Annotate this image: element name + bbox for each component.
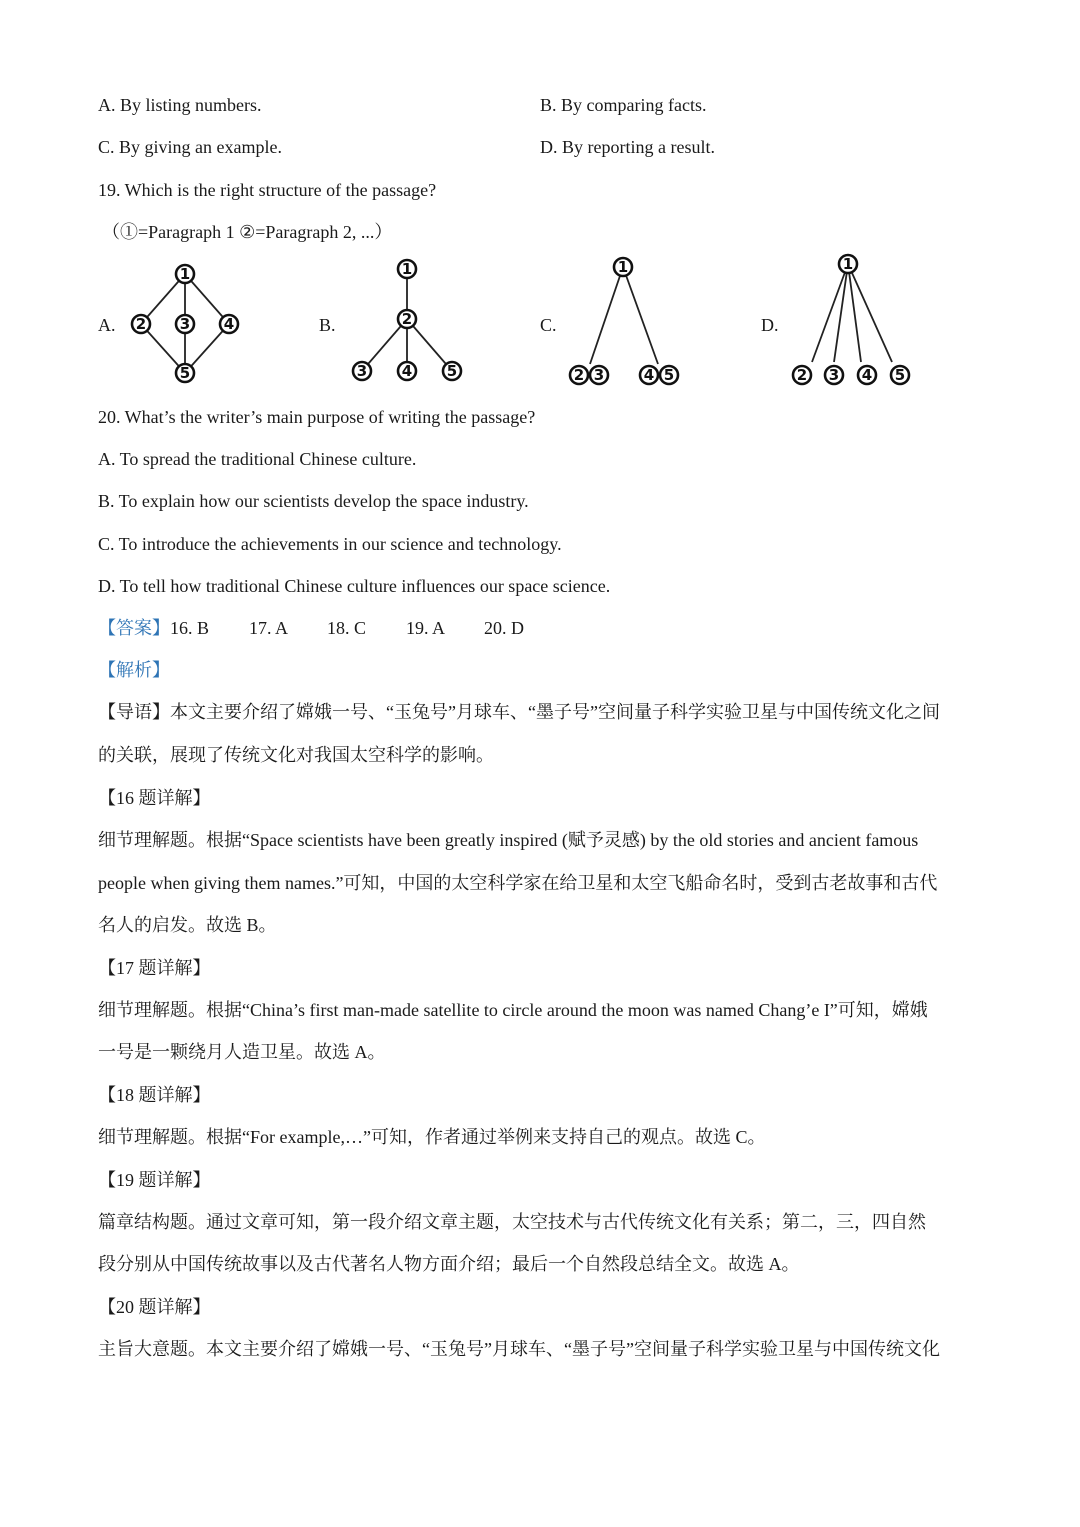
q20-stem: 20. What’s the writer’s main purpose of writing the passage? — [98, 407, 536, 427]
structure-diagram-a — [120, 255, 250, 390]
node-2 — [398, 310, 416, 328]
q17-detail-line-2: 一号是一颗绕月人造卫星。故选 A。 — [98, 1042, 386, 1062]
node-5 — [660, 366, 678, 384]
svg-text:1: 1 — [617, 258, 629, 276]
analysis-label: 【解析】 — [98, 660, 170, 680]
node-4 — [858, 366, 876, 384]
q19-detail-line-2: 段分别从中国传统故事以及古代著名人物方面介绍；最后一个自然段总结全文。故选 A。 — [98, 1254, 800, 1274]
q18-option-b: B. By comparing facts. — [540, 95, 707, 115]
answer-label: 【答案】 — [98, 618, 170, 638]
q19-detail-line-1: 篇章结构题。通过文章可知，第一段介绍文章主题，太空技术与古代传统文化有关系；第二，三，四自然 — [98, 1212, 926, 1232]
q16-detail-line-2: people when giving them names.”可知，中国的太空科学家在给卫星和太空飞船命名时，受到古老故事和古代 — [98, 873, 938, 893]
svg-text:1: 1 — [401, 260, 413, 278]
q20-option-b: B. To explain how our scientists develop the space industry. — [98, 491, 529, 511]
svg-text:5: 5 — [894, 366, 906, 384]
q19-legend: （①=Paragraph 1 ②=Paragraph 2, ...） — [102, 222, 393, 242]
q19-stem: 19. Which is the right structure of the passage? — [98, 180, 437, 200]
q16-detail-line-1: 细节理解题。根据“Space scientists have been greatly inspired (赋予灵感) by the old stories and ancient famous — [98, 830, 919, 850]
answer-item-16: 16. B — [170, 618, 210, 638]
node-4 — [220, 315, 238, 333]
node-2 — [793, 366, 811, 384]
q17-detail-line-1: 细节理解题。根据“China’s first man-made satellite to circle around the moon was named Chang’e I”可知，嫦娥 — [98, 1000, 928, 1020]
svg-text:1: 1 — [179, 265, 191, 283]
node-3 — [825, 366, 843, 384]
node-5 — [176, 364, 194, 382]
node-4 — [640, 366, 658, 384]
svg-text:5: 5 — [446, 362, 458, 380]
svg-text:4: 4 — [643, 366, 655, 384]
node-2 — [132, 315, 150, 333]
q18-option-c: C. By giving an example. — [98, 137, 282, 157]
q18-detail-title: 【18 题详解】 — [98, 1085, 211, 1105]
node-3 — [176, 315, 194, 333]
svg-text:4: 4 — [401, 362, 413, 380]
structure-diagram-c — [560, 250, 690, 390]
structure-diagram-d — [780, 250, 920, 390]
intro-line-1: 【导语】本文主要介绍了嫦娥一号、“玉兔号”月球车、“墨子号”空间量子科学实验卫星与中国传统文化之间 — [98, 702, 940, 722]
q16-detail-line-3: 名人的启发。故选 B。 — [98, 915, 277, 935]
svg-text:2: 2 — [401, 310, 413, 328]
svg-text:4: 4 — [861, 366, 873, 384]
q18-option-a: A. By listing numbers. — [98, 95, 262, 115]
answer-item-17: 17. A — [249, 618, 289, 638]
intro-line-2: 的关联，展现了传统文化对我国太空科学的影响。 — [98, 745, 494, 765]
q20-detail-title: 【20 题详解】 — [98, 1297, 211, 1317]
q20-option-d: D. To tell how traditional Chinese culture influences our space science. — [98, 576, 611, 596]
svg-text:3: 3 — [179, 315, 191, 333]
diagram-b-label: B. — [319, 315, 336, 335]
svg-text:3: 3 — [356, 362, 368, 380]
q20-detail-line-1: 主旨大意题。本文主要介绍了嫦娥一号、“玉兔号”月球车、“墨子号”空间量子科学实验卫星与中国传统文化 — [98, 1339, 940, 1359]
svg-text:4: 4 — [223, 315, 235, 333]
q18-option-d: D. By reporting a result. — [540, 137, 715, 157]
answer-item-18: 18. C — [327, 618, 367, 638]
structure-diagram-b — [340, 255, 470, 390]
diagram-d-label: D. — [761, 315, 779, 335]
node-2 — [570, 366, 588, 384]
node-3 — [353, 362, 371, 380]
q17-detail-title: 【17 题详解】 — [98, 958, 211, 978]
diagram-c-label: C. — [540, 315, 557, 335]
svg-text:3: 3 — [593, 366, 605, 384]
q16-detail-title: 【16 题详解】 — [98, 788, 211, 808]
node-5 — [443, 362, 461, 380]
node-3 — [590, 366, 608, 384]
node-1 — [398, 260, 416, 278]
answer-item-20: 20. D — [484, 618, 524, 638]
q19-detail-title: 【19 题详解】 — [98, 1170, 211, 1190]
node-5 — [891, 366, 909, 384]
q18-detail-line-1: 细节理解题。根据“For example,…”可知，作者通过举例来支持自己的观点。故选 C。 — [98, 1127, 766, 1147]
q20-option-a: A. To spread the traditional Chinese culture. — [98, 449, 417, 469]
node-1 — [839, 255, 857, 273]
diagram-a-label: A. — [98, 315, 116, 335]
svg-text:2: 2 — [796, 366, 808, 384]
svg-text:1: 1 — [842, 255, 854, 273]
node-1 — [614, 258, 632, 276]
answer-row — [98, 616, 524, 640]
svg-text:2: 2 — [573, 366, 585, 384]
node-4 — [398, 362, 416, 380]
svg-text:5: 5 — [663, 366, 675, 384]
svg-text:5: 5 — [179, 364, 191, 382]
q20-option-c: C. To introduce the achievements in our science and technology. — [98, 534, 562, 554]
answer-item-19: 19. A — [406, 618, 446, 638]
svg-text:2: 2 — [135, 315, 147, 333]
svg-text:3: 3 — [828, 366, 840, 384]
node-1 — [176, 265, 194, 283]
